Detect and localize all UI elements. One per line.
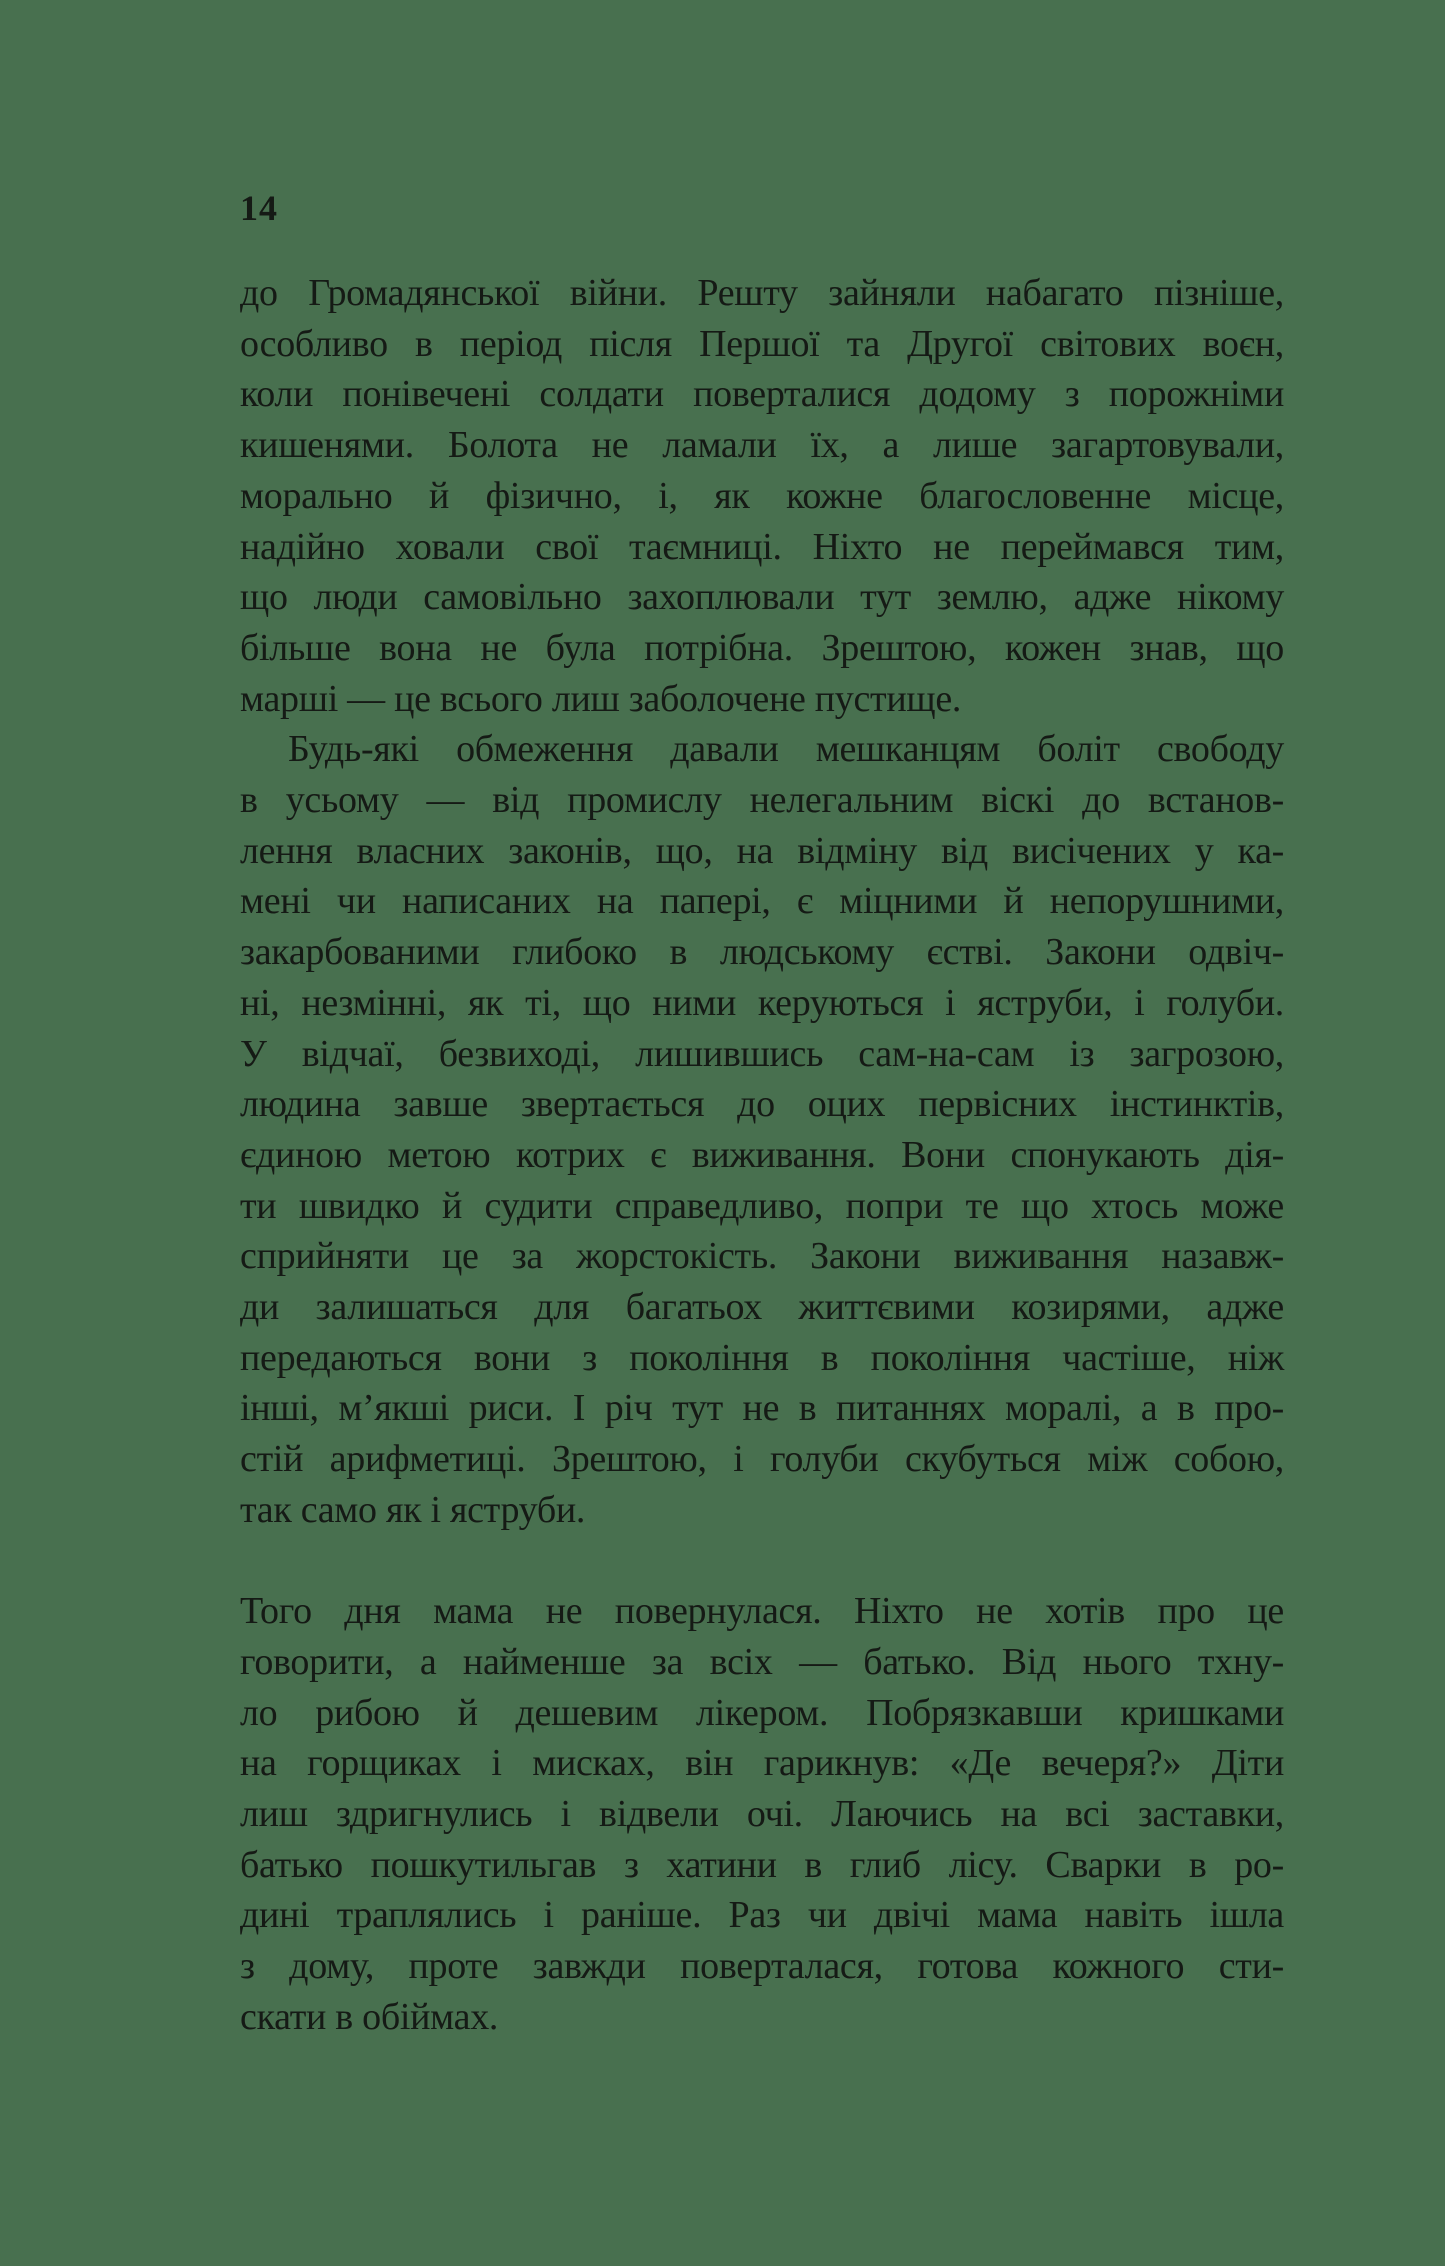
text-line: надійно ховали свої таємниці. Ніхто не переймався тим, [240, 525, 1284, 568]
text-line: говорити, а найменше за всіх — батько. Від нього тхну- [240, 1640, 1284, 1683]
text-line: інші, м’якші риси. І річ тут не в питаннях моралі, а в про- [240, 1387, 1284, 1430]
text-line: дині траплялись і раніше. Раз чи двічі мама навіть ішла [240, 1894, 1284, 1937]
text-line: на горщиках і мисках, він гарикнув: «Де вечеря?» Діти [240, 1742, 1284, 1785]
text-line: ло рибою й дешевим лікером. Побрязкавши кришками [240, 1691, 1284, 1734]
page-text-block [240, 268, 1284, 2043]
page-number: 14 [240, 188, 278, 228]
text-line: кишенями. Болота не ламали їх, а лише загартовували, [240, 424, 1284, 467]
text-line: особливо в період після Першої та Другої світових воєн, [240, 322, 1284, 365]
text-line: лення власних законів, що, на відміну від висічених у ка- [240, 829, 1284, 872]
text-line: в усьому — від промислу нелегальним віскі до встанов- [240, 779, 1284, 822]
text-line: так само як і яструби. [240, 1488, 586, 1531]
text-line: мені чи написаних на папері, є міцними й непорушними, [240, 880, 1284, 923]
text-line: що люди самовільно захоплювали тут землю, адже нікому [240, 576, 1284, 619]
text-line: скати в обіймах. [240, 1995, 499, 2038]
paragraph [240, 268, 1284, 724]
text-line: стій арифметиці. Зрештою, і голуби скубуться між собою, [240, 1438, 1284, 1481]
text-line: Того дня мама не повернулася. Ніхто не хотів про це [240, 1590, 1284, 1633]
text-line: людина завше звертається до оцих первісних інстинктів, [240, 1083, 1284, 1126]
text-line: закарбованими глибоко в людському єстві. Закони одвіч- [240, 931, 1284, 974]
text-line: коли понівечені солдати поверталися додому з порожніми [240, 373, 1284, 416]
text-line: з дому, проте завжди поверталася, готова кожного сти- [240, 1945, 1284, 1988]
text-line: єдиною метою котрих є виживання. Вони спонукають дія- [240, 1133, 1284, 1176]
text-line: сприйняти це за жорстокість. Закони виживання назавж- [240, 1235, 1284, 1278]
text-line: ди залишаться для багатьох життєвими козирями, адже [240, 1286, 1284, 1329]
text-line: батько пошкутильгав з хатини в глиб лісу. Сварки в ро- [240, 1843, 1284, 1886]
text-line: морально й фізично, і, як кожне благословенне місце, [240, 474, 1284, 517]
paragraph [240, 724, 1284, 1535]
text-line: Будь-які обмеження давали мешканцям боліт свободу [288, 728, 1284, 771]
text-line: ти швидко й судити справедливо, попри те що хтось може [240, 1184, 1284, 1227]
text-line: більше вона не була потрібна. Зрештою, кожен знав, що [240, 626, 1284, 669]
paragraph [240, 1586, 1284, 2042]
text-line: лиш здригнулись і відвели очі. Лаючись на всі заставки, [240, 1793, 1284, 1836]
text-line: передаються вони з покоління в покоління частіше, ніж [240, 1336, 1284, 1379]
text-line: У відчаї, безвиході, лишившись сам-на-сам із загрозою, [240, 1032, 1284, 1075]
text-line: марші — це всього лиш заболочене пустище. [240, 677, 962, 720]
text-line: ні, незмінні, як ті, що ними керуються і яструби, і голуби. [240, 981, 1284, 1024]
text-line: до Громадянської війни. Решту зайняли набагато пізніше, [240, 272, 1284, 314]
